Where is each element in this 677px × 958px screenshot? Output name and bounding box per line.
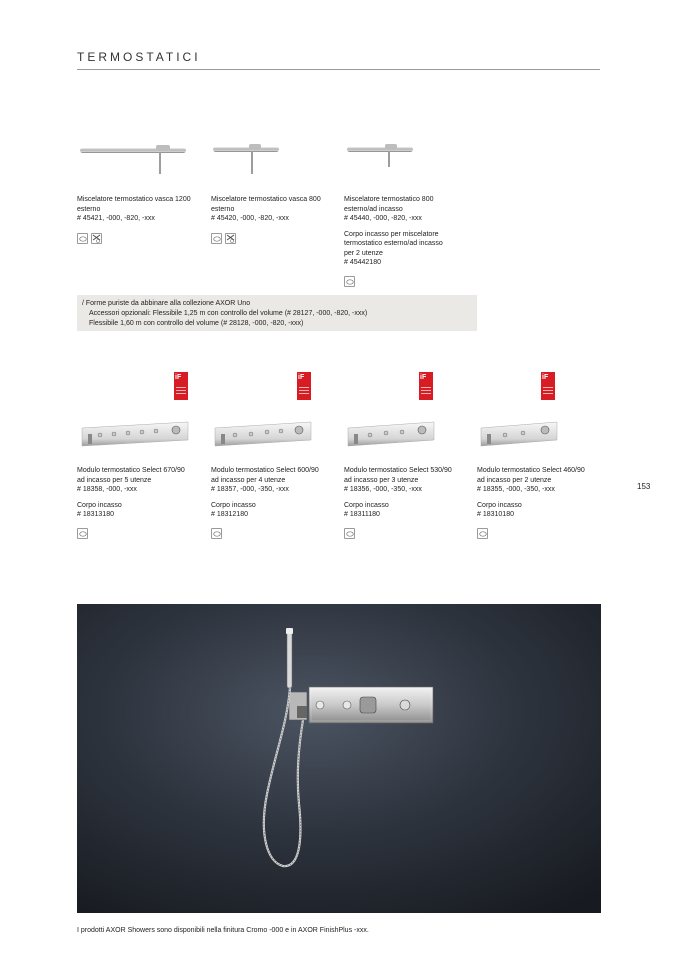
if-award-badge [174,372,188,400]
body-label: Corpo incasso [344,501,389,509]
module-name-line: ad incasso per 5 utenze [77,476,152,484]
module-image-4-utenze [211,420,313,448]
body-label: Corpo incasso [77,501,122,509]
body-label: Corpo incasso [477,501,522,509]
award-label: iF [175,374,182,381]
body-line: Corpo incasso per miscelatore [344,230,439,238]
shower-icon [344,528,355,539]
product-name-line: esterno [77,205,101,213]
module-1-text [77,466,185,520]
product-name-line: Miscelatore termostatico vasca 1200 [77,196,191,203]
shower-photo [77,604,601,913]
shower-icon [77,233,88,244]
module-image-2-utenze [477,420,559,448]
body-code: # 45442180 [344,259,381,266]
product-image-800-esterno [345,136,415,176]
module-code: # 18358, -000, -xxx [77,486,137,493]
body-line: per 2 utenze [344,249,383,257]
body-code: # 18313180 [77,511,114,518]
award-label: iF [298,374,305,381]
module-name-line: Modulo termostatico Select 670/90 [77,467,185,474]
shower-icon [77,528,88,539]
body-code: # 18310180 [477,511,514,518]
body-code: # 18311180 [344,511,380,518]
product-image-vasca-800 [211,136,281,176]
module-image-5-utenze [78,420,190,448]
note-line-2: Accessori opzionali: Flessibile 1,25 m con controllo del volume (# 28127, -000, -820, -xxx) [89,310,368,317]
product-2-icons [211,233,236,244]
if-award-badge [297,372,311,400]
no-spray-icon [225,233,236,244]
module-name-line: Modulo termostatico Select 530/90 [344,467,452,474]
module-name-line: Modulo termostatico Select 600/90 [211,467,319,474]
module-1-icons [77,528,88,539]
body-line: termostatico esterno/ad incasso [344,240,443,247]
title-divider [77,69,600,70]
product-code: # 45440, -000, -820, -xxx [344,215,422,222]
if-award-badge [541,372,555,400]
product-2-text [211,195,321,224]
module-code: # 18357, -000, -350, -xxx [211,486,289,493]
footer-note: I prodotti AXOR Showers sono disponibili nella finitura Cromo -000 e in AXOR FinishPlus -xxx. [77,927,369,934]
page-number: 153 [637,482,651,491]
if-award-badge [419,372,433,400]
product-name-line: Miscelatore termostatico vasca 800 [211,196,321,203]
product-name-line: esterno [211,205,235,213]
module-4-text [477,466,585,520]
body-label: Corpo incasso [211,501,256,509]
product-1-icons [77,233,102,244]
product-3-icons [344,276,355,287]
module-2-icons [211,528,222,539]
module-code: # 18356, -000, -350, -xxx [344,486,422,493]
section-title: TERMOSTATICI [77,50,201,64]
module-name-line: Modulo termostatico Select 460/90 [477,467,585,474]
module-2-text [211,466,319,520]
no-spray-icon [91,233,102,244]
module-code: # 18355, -000, -350, -xxx [477,486,555,493]
product-image-vasca-1200 [78,136,190,176]
shower-icon [344,276,355,287]
module-image-3-utenze [344,420,436,448]
note-line-3: Flessibile 1,60 m con controllo del volume (# 28128, -000, -820, -xxx) [89,320,304,327]
product-code: # 45420, -000, -820, -xxx [211,215,289,222]
module-name-line: ad incasso per 4 utenze [211,476,286,484]
module-3-text [344,466,452,520]
note-box [77,295,477,331]
award-label: iF [420,374,427,381]
body-code: # 18312180 [211,511,248,518]
award-label: iF [542,374,549,381]
note-line-1: / Forme puriste da abbinare alla collezione AXOR Uno [82,300,251,307]
shower-icon [211,528,222,539]
shower-icon [211,233,222,244]
shower-icon [477,528,488,539]
product-name-line: esterno/ad incasso [344,205,403,213]
product-3-text [344,195,443,268]
module-name-line: ad incasso per 2 utenze [477,476,552,484]
product-name-line: Miscelatore termostatico 800 [344,196,434,203]
product-code: # 45421, -000, -820, -xxx [77,215,155,222]
module-name-line: ad incasso per 3 utenze [344,476,419,484]
module-3-icons [344,528,355,539]
product-1-text [77,195,191,224]
module-4-icons [477,528,488,539]
